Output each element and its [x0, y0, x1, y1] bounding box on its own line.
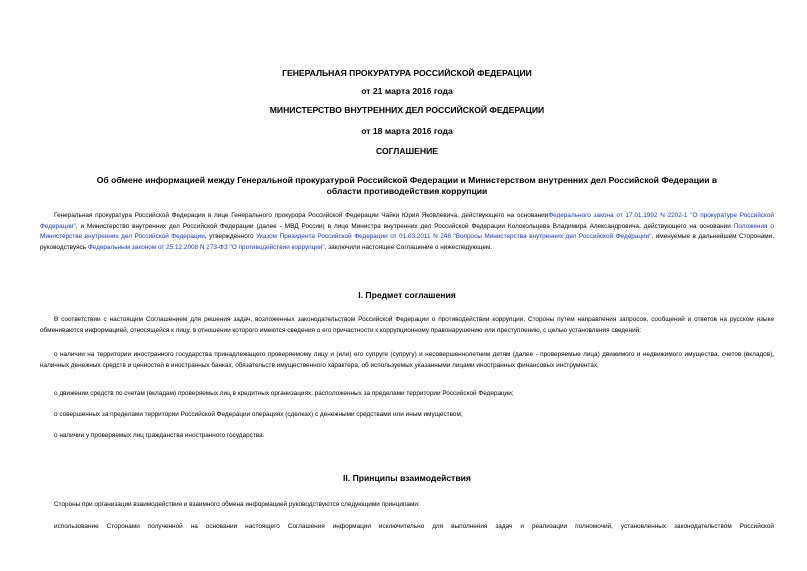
preamble-text-5: , заключили настоящее Соглашение о нижеследующем. — [324, 243, 493, 251]
document-title: Об обмене информацией между Генеральной прокуратурой Российской Федерации и Министерством внутренних дел Российской Федерации в области противодействия коррупции — [96, 175, 718, 196]
preamble-text-2: , и Министерство внутренних дел Российской Федерации (далее - МВД России) в лице Министра внутренних дел Российской Федерации Колокольцева Владимира Александровича, действующего на основании — [75, 222, 734, 230]
link-mvd-regulation[interactable]: Положения о Министерстве внутренних дел Российской Федерации — [40, 222, 774, 241]
issuer-prosecutor-office: ГЕНЕРАЛЬНАЯ ПРОКУРАТУРА РОССИЙСКОЙ ФЕДЕРАЦИИ — [282, 68, 532, 78]
issuer-date-1: от 21 марта 2016 года — [361, 86, 453, 96]
section-1-paragraph-2: о наличии на территории иностранного государства принадлежащего проверяемому лицу и (или) его супруге (супругу) и несовершеннолетним детям (далее - проверяемые лица) движимого и недвижимого имущества, счетов (вкладов), наличных денежных средств и ценностей в иностранных банках, обязательств имущественного характера, об используемых указанными лицами иностранных финансовых инструментах; — [40, 351, 774, 369]
preamble-text-1: Генеральная прокуратура Российской Федерации в лице Генерального прокурора Российской Федерации Чайки Юрия Яковлевича, действующего на основании — [54, 212, 549, 219]
preamble-paragraph — [40, 211, 774, 253]
document-type: СОГЛАШЕНИЕ — [375, 146, 439, 156]
section-1-paragraph-5: о наличии у проверяемых лиц гражданства иностранного государства. — [54, 432, 265, 439]
preamble-text-4: , именуемые в дальнейшем Сторонами, руководствуясь — [40, 233, 775, 251]
section-2-paragraph-1: Стороны при организации взаимодействия и взаимного обмена информацией руководствуются следующими принципами: — [54, 501, 420, 508]
section-1-heading: I. Предмет соглашения — [358, 290, 456, 300]
section-1-paragraph-3: о движении средств по счетам (вкладам) проверяемых лиц в кредитных организациях, расположенных за пределами территории Российской Федерации; — [54, 390, 514, 397]
section-1-paragraph-1: В соответствии с настоящим Соглашением для решения задач, возложенных законодательством Российской Федерации о противодействии коррупции, Стороны путем направления запросов, сообщений и ответов на русском языке обмениваются информацией, относящейся к лицу, в отношении которого имеются сведения о его причастности к коррупционному правонарушению или преступлению, с целью установления сведений: — [40, 316, 774, 334]
preamble-text-3: , утвержденного — [204, 233, 257, 241]
link-presidential-decree[interactable]: Указом Президента Российской Федерации от 01.03.2011 N 248 "Вопросы Министерства внутренних дел Российской Федерации" — [256, 233, 652, 241]
section-2-paragraph-2: использование Сторонами полученной на основании настоящего Соглашения информации исключительно для выполнения задач и реализации полномочий, установленных законодательством Российской — [54, 523, 774, 530]
section-2-heading: II. Принципы взаимодействия — [343, 473, 471, 483]
issuer-interior-ministry: МИНИСТЕРСТВО ВНУТРЕННИХ ДЕЛ РОССИЙСКОЙ ФЕДЕРАЦИИ — [269, 105, 545, 115]
section-1-paragraph-4: о совершенных за пределами территории Российской Федерации операциях (сделках) с денежными средствами или иным имуществом; — [54, 411, 463, 418]
issuer-date-2: от 18 марта 2016 года — [361, 126, 453, 136]
link-prosecutor-law[interactable]: Федерального закона от 17.01.1992 N 2202-1 "О прокуратуре Российской Федерации" — [40, 212, 774, 230]
link-anticorruption-law[interactable]: Федеральным законом от 25.12.2008 N 273-ФЗ "О противодействии коррупции" — [87, 243, 325, 251]
